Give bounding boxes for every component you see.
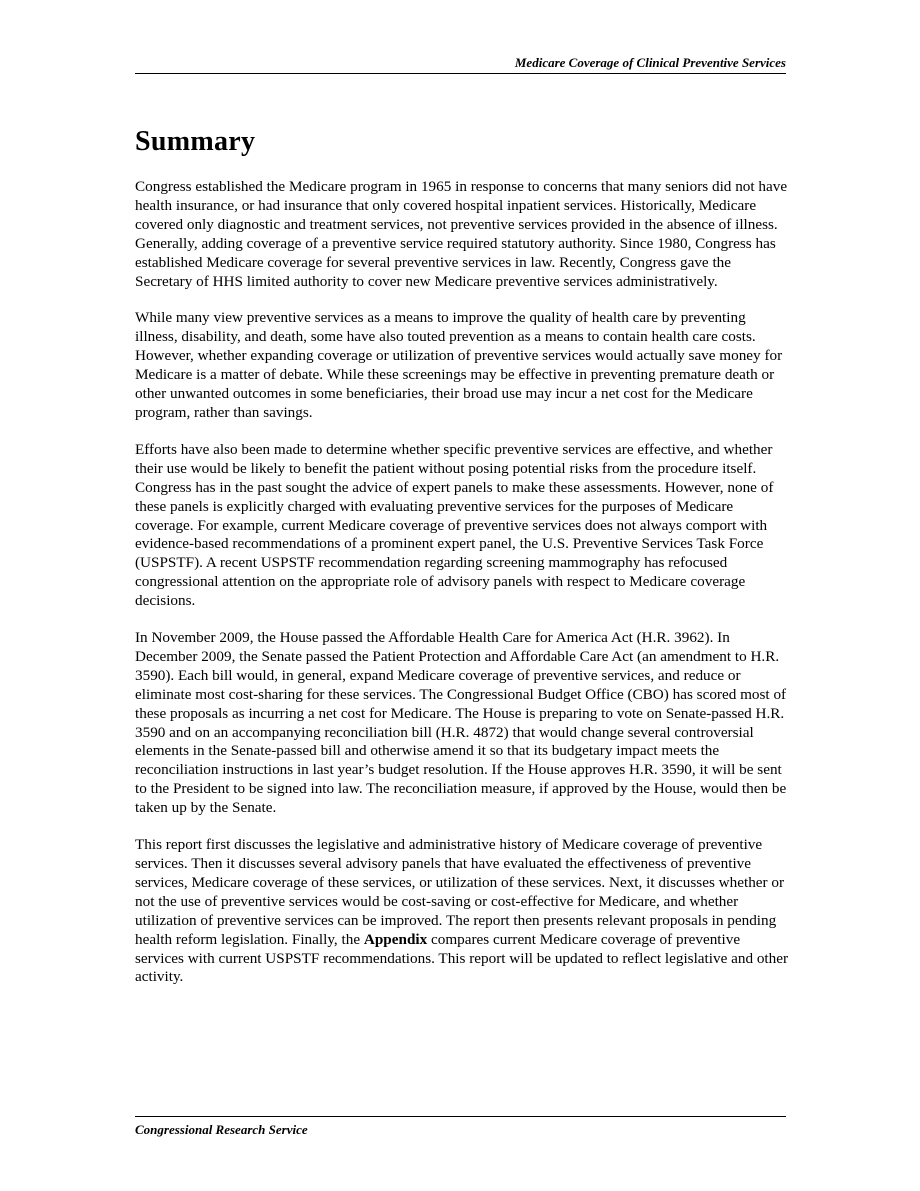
- appendix-reference: Appendix: [363, 930, 428, 948]
- paragraph-report-overview: [135, 836, 790, 987]
- running-footer: [135, 1116, 786, 1138]
- paragraph-history: Congress established the Medicare program in 1965 in response to concerns that many seniors did not have health insurance, or had insurance that only covered hospital inpatient services. Historically, Medicare covered only diagnostic and treatment services, not preventive services provided in the absence of illness. Generally, adding coverage of a preventive service required statutory authority. Since 1980, Congress has established Medicare coverage for several preventive services in law. Recently, Congress gave the Secretary of HHS limited authority to cover new Medicare preventive services administratively.: [135, 178, 788, 290]
- running-header-title: Medicare Coverage of Clinical Preventive Services: [514, 55, 786, 70]
- footer-organization: Congressional Research Service: [135, 1122, 308, 1137]
- paragraph-legislation: In November 2009, the House passed the Affordable Health Care for America Act (H.R. 3962). In December 2009, the Senate passed the Patient Protection and Affordable Care Act (an amendment to H.R. 3590). Each bill would, in general, expand Medicare coverage of preventive services, and reduce or eliminate most cost-sharing for these services. The Congressional Budget Office (CBO) has scored most of these proposals as incurring a net cost for Medicare. The House is preparing to vote on Senate-passed H.R. 3590 and on an accompanying reconciliation bill (H.R. 4872) that would change several controversial elements in the Senate-passed bill and otherwise amend it so that its budgetary impact meets the reconciliation instructions in last year’s budget resolution. If the House approves H.R. 3590, it will be sent to the President to be signed into law. The reconciliation measure, if approved by the House, would then be taken up by the Senate.: [135, 629, 787, 817]
- running-header: [135, 56, 786, 74]
- overview-text-end: compares current Medicare coverage of preventive services with current USPSTF recommendations. This report will be updated to reflect legislative and other activity.: [135, 930, 789, 986]
- summary-body: [135, 178, 790, 1005]
- paragraph-expert-panels: Efforts have also been made to determine whether specific preventive services are effective, and whether their use would be likely to benefit the patient without posing potential risks from the procedure itself. Congress has in the past sought the advice of expert panels to make these assessments. However, none of these panels is explicitly charged with evaluating preventive services for the purposes of Medicare coverage. For example, current Medicare coverage of preventive services does not always comport with evidence-based recommendations of a prominent expert panel, the U.S. Preventive Services Task Force (USPSTF). A recent USPSTF recommendation regarding screening mammography has refocused congressional attention on the appropriate role of advisory panels with respect to Medicare coverage decisions.: [135, 440, 774, 610]
- paragraph-cost-debate: While many view preventive services as a means to improve the quality of health care by preventing illness, disability, and death, some have also touted prevention as a means to contain health care costs. However, whether expanding coverage or utilization of preventive services would actually save money for Medicare is a matter of debate. While these screenings may be effective in preventing premature death or other unwanted outcomes in some beneficiaries, their broad use may incur a net cost for the Medicare program, rather than savings.: [135, 309, 783, 421]
- overview-text-start: This report first discusses the legislative and administrative history of Medicare coverage of preventive services. Then it discusses several advisory panels that have evaluated the effectiveness of preventive services, Medicare coverage of these services, or utilization of these services. Next, it discusses whether or not the use of preventive services would be cost-saving or cost-effective for Medicare, and whether utilization of preventive services can be improved. The report then presents relevant proposals in pending health reform legislation. Finally, the: [135, 836, 785, 948]
- page-title: Summary: [135, 126, 256, 157]
